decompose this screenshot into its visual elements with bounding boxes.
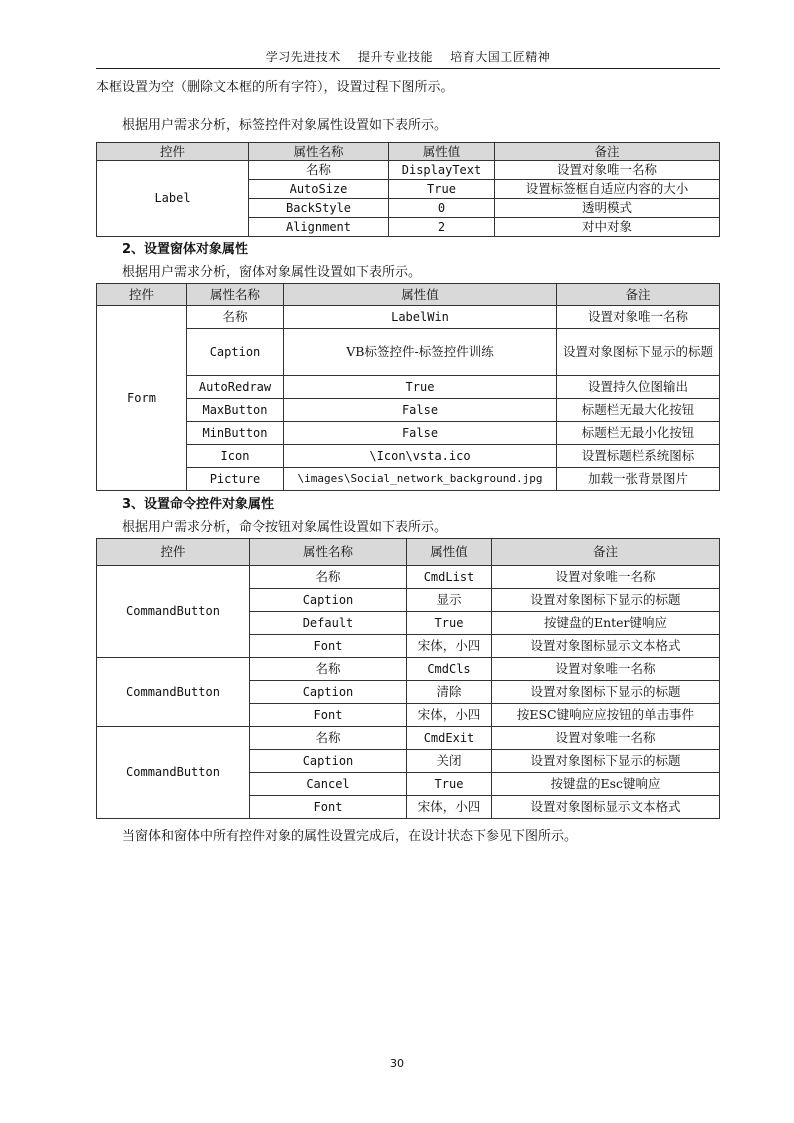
- form-table-intro: 根据用户需求分析，窗体对象属性设置如下表所示。: [122, 265, 422, 280]
- value-cell: CmdCls: [407, 658, 492, 681]
- note-cell: 设置标题栏系统图标: [557, 445, 720, 468]
- note-cell: 设置对象唯一名称: [492, 566, 720, 589]
- header-value: 属性值: [407, 539, 492, 566]
- note-cell: 设置对象图标下显示的标题: [492, 589, 720, 612]
- value-cell: True: [284, 376, 557, 399]
- value-cell: 关闭: [407, 750, 492, 773]
- property-cell: MaxButton: [187, 399, 284, 422]
- control-cell: CommandButton: [97, 727, 250, 819]
- header-property: 属性名称: [249, 143, 389, 161]
- note-cell: 设置对象图标下显示的标题: [557, 329, 720, 376]
- value-cell: 2: [389, 218, 495, 237]
- note-cell: 设置持久位图输出: [557, 376, 720, 399]
- property-cell: Cancel: [250, 773, 407, 796]
- note-cell: 加载一张背景图片: [557, 468, 720, 491]
- property-cell: Font: [250, 796, 407, 819]
- value-cell: True: [407, 612, 492, 635]
- note-cell: 设置对象图标显示文本格式: [492, 635, 720, 658]
- value-cell: DisplayText: [389, 161, 495, 180]
- property-cell: 名称: [187, 306, 284, 329]
- label-table-intro: 根据用户需求分析，标签控件对象属性设置如下表所示。: [122, 118, 448, 133]
- value-cell: CmdExit: [407, 727, 492, 750]
- note-cell: 设置对象图标显示文本格式: [492, 796, 720, 819]
- property-cell: AutoRedraw: [187, 376, 284, 399]
- header-note: 备注: [492, 539, 720, 566]
- header-note: 备注: [495, 143, 720, 161]
- note-cell: 透明模式: [495, 199, 720, 218]
- value-cell: 显示: [407, 589, 492, 612]
- page-number: 30: [390, 1057, 404, 1070]
- button-property-table: [96, 538, 720, 819]
- value-cell: 宋体，小四: [407, 635, 492, 658]
- property-cell: 名称: [250, 566, 407, 589]
- control-cell: CommandButton: [97, 658, 250, 727]
- note-cell: 设置对象唯一名称: [557, 306, 720, 329]
- property-cell: Font: [250, 704, 407, 727]
- header-property: 属性名称: [187, 284, 284, 306]
- header-control: 控件: [97, 539, 250, 566]
- button-table-intro: 根据用户需求分析，命令按钮对象属性设置如下表所示。: [122, 520, 448, 535]
- value-cell: False: [284, 422, 557, 445]
- header-value: 属性值: [284, 284, 557, 306]
- value-cell: 宋体，小四: [407, 704, 492, 727]
- intro-line: 本框设置为空（删除文本框的所有字符），设置过程下图所示。: [96, 80, 454, 95]
- value-cell: \images\Social_network_background.jpg: [284, 468, 557, 491]
- value-cell: 清除: [407, 681, 492, 704]
- value-cell: False: [284, 399, 557, 422]
- closing-line: 当窗体和窗体中所有控件对象的属性设置完成后，在设计状态下参见下图所示。: [122, 829, 578, 844]
- value-cell: True: [389, 180, 495, 199]
- property-cell: Picture: [187, 468, 284, 491]
- header-property: 属性名称: [250, 539, 407, 566]
- note-cell: 按键盘的Enter键响应: [492, 612, 720, 635]
- note-cell: 标题栏无最小化按钮: [557, 422, 720, 445]
- section-heading-form: 2、设置窗体对象属性: [122, 242, 249, 257]
- property-cell: 名称: [249, 161, 389, 180]
- property-cell: Caption: [250, 589, 407, 612]
- note-cell: 设置对象图标下显示的标题: [492, 750, 720, 773]
- value-cell: CmdList: [407, 566, 492, 589]
- section-heading-button: 3、设置命令控件对象属性: [122, 497, 275, 512]
- value-cell: 宋体，小四: [407, 796, 492, 819]
- header-control: 控件: [97, 143, 249, 161]
- property-cell: Default: [250, 612, 407, 635]
- page-header: 学习先进技术 提升专业技能 培育大国工匠精神: [96, 48, 720, 69]
- note-cell: 设置对象唯一名称: [495, 161, 720, 180]
- property-cell: Caption: [250, 750, 407, 773]
- note-cell: 按ESC键响应应按钮的单击事件: [492, 704, 720, 727]
- property-cell: AutoSize: [249, 180, 389, 199]
- property-cell: Icon: [187, 445, 284, 468]
- property-cell: Alignment: [249, 218, 389, 237]
- note-cell: 按键盘的Esc键响应: [492, 773, 720, 796]
- property-cell: 名称: [250, 658, 407, 681]
- value-cell: \Icon\vsta.ico: [284, 445, 557, 468]
- property-cell: Caption: [250, 681, 407, 704]
- control-cell: Form: [97, 306, 187, 491]
- header-note: 备注: [557, 284, 720, 306]
- value-cell: True: [407, 773, 492, 796]
- note-cell: 设置对象唯一名称: [492, 658, 720, 681]
- control-cell: CommandButton: [97, 566, 250, 658]
- property-cell: MinButton: [187, 422, 284, 445]
- header-control: 控件: [97, 284, 187, 306]
- note-cell: 设置对象唯一名称: [492, 727, 720, 750]
- note-cell: 对中对象: [495, 218, 720, 237]
- control-cell: Label: [97, 161, 249, 237]
- property-cell: Caption: [187, 329, 284, 376]
- value-cell: LabelWin: [284, 306, 557, 329]
- note-cell: 设置对象图标下显示的标题: [492, 681, 720, 704]
- header-value: 属性值: [389, 143, 495, 161]
- form-property-table: [96, 283, 720, 491]
- value-cell: 0: [389, 199, 495, 218]
- value-cell: VB标签控件-标签控件训练: [284, 329, 557, 376]
- property-cell: 名称: [250, 727, 407, 750]
- property-cell: BackStyle: [249, 199, 389, 218]
- label-property-table: [96, 142, 720, 237]
- property-cell: Font: [250, 635, 407, 658]
- note-cell: 设置标签框自适应内容的大小: [495, 180, 720, 199]
- note-cell: 标题栏无最大化按钮: [557, 399, 720, 422]
